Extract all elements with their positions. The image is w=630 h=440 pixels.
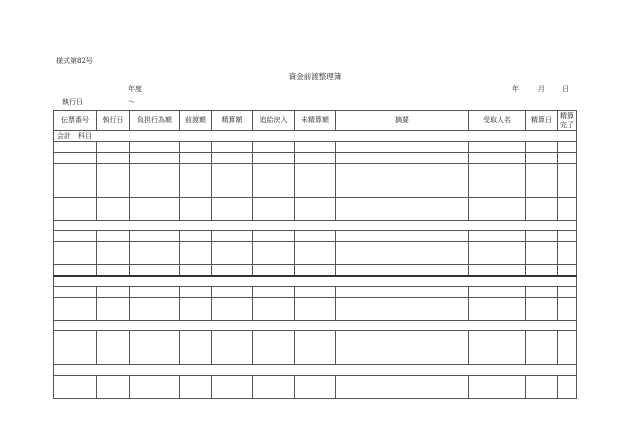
table-cell (336, 164, 469, 198)
table-cell (54, 221, 577, 231)
table-cell (558, 331, 577, 365)
spacer-row (54, 321, 577, 331)
table-cell (469, 331, 526, 365)
table-cell (130, 231, 180, 242)
subject-label: 会計 科目 (54, 131, 577, 142)
table-cell (558, 153, 577, 164)
exec-date-range: ～ (128, 98, 135, 106)
col-header-advance-amount: 前渡額 (180, 111, 212, 131)
table-cell (253, 153, 295, 164)
table-cell (97, 331, 130, 365)
table-cell (130, 265, 180, 277)
table-cell (469, 265, 526, 277)
table-row (54, 153, 577, 164)
table-cell (212, 287, 253, 298)
table-cell (469, 164, 526, 198)
col-header-adjustment: 追給戻入 (253, 111, 295, 131)
fiscal-year-label: 年度 (128, 85, 142, 93)
table-cell (212, 298, 253, 321)
table-cell (212, 164, 253, 198)
table-cell (180, 265, 212, 277)
table-cell (295, 376, 336, 399)
table-cell (336, 198, 469, 221)
table-cell (469, 142, 526, 153)
table-cell (526, 242, 558, 265)
table-cell (180, 376, 212, 399)
col-header-settlement-date: 精算日 (526, 111, 558, 131)
table-cell (253, 287, 295, 298)
table-cell (130, 298, 180, 321)
table-row (54, 265, 577, 277)
table-cell (469, 376, 526, 399)
table-cell (54, 276, 577, 287)
table-cell (558, 287, 577, 298)
table-cell (97, 231, 130, 242)
table-cell (180, 153, 212, 164)
table-cell (526, 331, 558, 365)
page-title: 資金前渡整理簿 (288, 72, 342, 81)
col-header-commitment-amount: 負担行為額 (130, 111, 180, 131)
table-cell (558, 376, 577, 399)
table-cell (54, 365, 577, 376)
table-cell (180, 198, 212, 221)
table-row (54, 331, 577, 365)
table-cell (295, 142, 336, 153)
table-cell (54, 376, 97, 399)
col-header-settled-amount: 精算額 (212, 111, 253, 131)
table-cell (336, 331, 469, 365)
table-cell (212, 242, 253, 265)
table-cell (97, 265, 130, 277)
table-cell (180, 231, 212, 242)
table-cell (558, 231, 577, 242)
table-cell (180, 298, 212, 321)
table-cell (212, 153, 253, 164)
table-cell (130, 142, 180, 153)
table-cell (97, 242, 130, 265)
table-cell (558, 265, 577, 277)
table-cell (54, 321, 577, 331)
table-cell (97, 198, 130, 221)
table-cell (130, 331, 180, 365)
table-cell (130, 198, 180, 221)
table-cell (526, 198, 558, 221)
table-cell (558, 198, 577, 221)
exec-date-label: 執行日 (62, 98, 83, 106)
table-cell (180, 331, 212, 365)
table-cell (253, 265, 295, 277)
table-cell (54, 231, 97, 242)
table-cell (212, 231, 253, 242)
table-cell (336, 376, 469, 399)
table-cell (54, 242, 97, 265)
table-cell (212, 331, 253, 365)
table-row (54, 198, 577, 221)
table-cell (295, 331, 336, 365)
table-row (54, 164, 577, 198)
table-cell (526, 164, 558, 198)
col-header-unsettled-amount: 未精算額 (295, 111, 336, 131)
table-cell (180, 142, 212, 153)
table-cell (469, 231, 526, 242)
table-cell (253, 231, 295, 242)
table-cell (253, 198, 295, 221)
table-cell (295, 287, 336, 298)
table-cell (469, 298, 526, 321)
table-cell (97, 142, 130, 153)
table-row (54, 376, 577, 399)
table-cell (54, 153, 97, 164)
table-cell (526, 153, 558, 164)
table-cell (558, 164, 577, 198)
table-cell (54, 298, 97, 321)
table-cell (295, 231, 336, 242)
table-cell (54, 287, 97, 298)
table-cell (253, 142, 295, 153)
table-cell (253, 164, 295, 198)
table-cell (54, 331, 97, 365)
table-cell (526, 376, 558, 399)
date-day-label: 日 (562, 85, 569, 93)
table-cell (130, 164, 180, 198)
table-cell (253, 376, 295, 399)
table-cell (130, 153, 180, 164)
table-cell (54, 142, 97, 153)
table-cell (336, 287, 469, 298)
table-cell (469, 242, 526, 265)
table-cell (336, 298, 469, 321)
table-cell (336, 142, 469, 153)
spacer-row (54, 365, 577, 376)
table-cell (526, 142, 558, 153)
table-cell (469, 153, 526, 164)
table-cell (253, 298, 295, 321)
table-cell (558, 142, 577, 153)
table-cell (130, 242, 180, 265)
table-cell (526, 287, 558, 298)
table-cell (97, 376, 130, 399)
form-number: 様式第82号 (56, 57, 93, 65)
table-cell (469, 198, 526, 221)
col-header-slip-number: 伝票番号 (54, 111, 97, 131)
table-cell (253, 242, 295, 265)
table-cell (336, 231, 469, 242)
subject-row (54, 131, 577, 142)
table-cell (130, 376, 180, 399)
table-cell (253, 331, 295, 365)
table-cell (336, 265, 469, 277)
table-cell (295, 198, 336, 221)
ledger-table (53, 110, 577, 399)
table-cell (558, 242, 577, 265)
table-row (54, 142, 577, 153)
table-row (54, 287, 577, 298)
table-cell (97, 298, 130, 321)
table-cell (295, 153, 336, 164)
table-cell (526, 298, 558, 321)
table-cell (212, 142, 253, 153)
table-cell (526, 265, 558, 277)
spacer-row (54, 221, 577, 231)
table-cell (54, 265, 97, 277)
table-row (54, 298, 577, 321)
table-cell (212, 376, 253, 399)
table-cell (97, 287, 130, 298)
table-cell (336, 153, 469, 164)
table-cell (212, 198, 253, 221)
date-year-label: 年 (512, 85, 519, 93)
table-body (54, 131, 577, 399)
table-cell (97, 164, 130, 198)
table-cell (336, 242, 469, 265)
spacer-row (54, 276, 577, 287)
table-cell (54, 164, 97, 198)
table-cell (130, 287, 180, 298)
table-cell (295, 298, 336, 321)
date-month-label: 月 (538, 85, 545, 93)
col-header-description: 摘要 (336, 111, 469, 131)
table-cell (97, 153, 130, 164)
table-cell (295, 265, 336, 277)
table-cell (558, 298, 577, 321)
col-header-recipient-name: 受取人名 (469, 111, 526, 131)
col-header-exec-date: 執行日 (97, 111, 130, 131)
table-header-row (54, 111, 577, 131)
table-cell (180, 287, 212, 298)
table-cell (180, 164, 212, 198)
table-cell (295, 242, 336, 265)
table-cell (295, 164, 336, 198)
table-cell (54, 198, 97, 221)
col-header-settlement-complete: 精算 完了 (558, 111, 577, 131)
table-cell (180, 242, 212, 265)
table-cell (469, 287, 526, 298)
table-cell (212, 265, 253, 277)
table-row (54, 242, 577, 265)
table-row (54, 231, 577, 242)
table-cell (526, 231, 558, 242)
